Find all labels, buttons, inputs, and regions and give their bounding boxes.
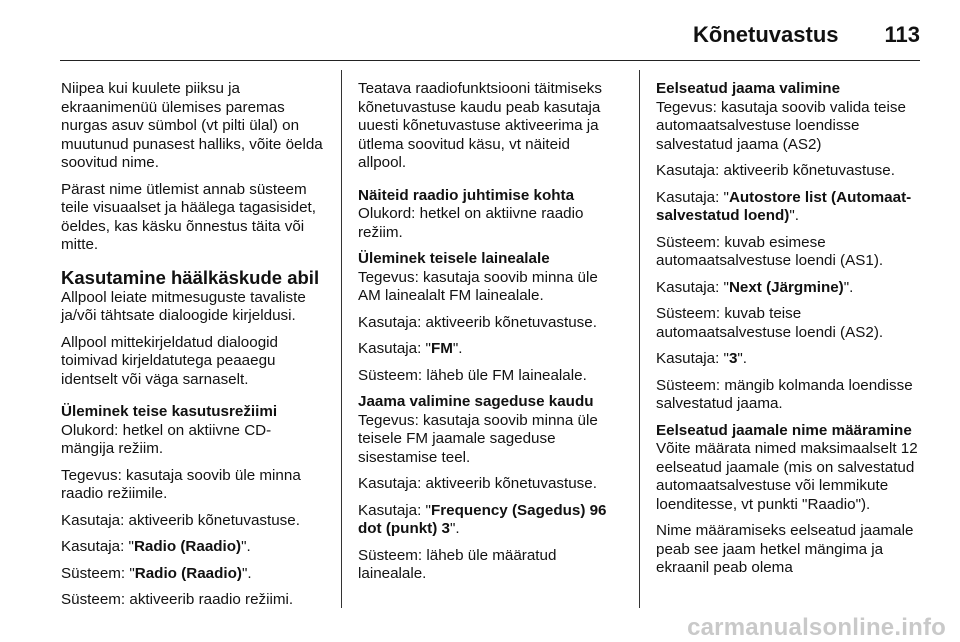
dialog-line: Kasutaja: "Radio (Raadio)".	[61, 538, 251, 555]
watermark: carmanualsonline.info	[687, 614, 946, 641]
paragraph: Võite määrata nimed maksimaalselt 12 eelseatud jaamale (mis on salvestatud automaatsalvestuse või lemmikute loenditesse, vt punkti "Raadio").	[656, 440, 918, 513]
voice-command: Frequency (Sagedus) 96 dot (punkt) 3	[358, 501, 607, 537]
subheading: Üleminek teise kasutusrežiimi	[61, 403, 278, 420]
voice-command: Radio (Raadio)	[134, 564, 242, 582]
column-1	[61, 80, 323, 618]
column-divider-1	[341, 70, 342, 608]
section-title: Kasutamine häälkäskude abil	[61, 266, 320, 288]
dialog-line: Kasutaja: "Next (Järgmine)".	[656, 278, 854, 296]
paragraph: Pärast nime ütlemist annab süsteem teile visuaalset ja häälega tagasisidet, öeldes, kas käsku õnnestus täita või mitte.	[61, 180, 316, 253]
paragraph: Kasutaja: aktiveerib kõnetuvastuse.	[61, 511, 300, 529]
paragraph: Tegevus: kasutaja soovib minna üle AM lainealalt FM lainealale.	[358, 268, 598, 304]
page-title: Kõnetuvastus	[693, 22, 839, 47]
paragraph: Süsteem: läheb üle määratud lainealale.	[358, 546, 557, 582]
header-rule	[60, 60, 920, 61]
page-header	[60, 18, 920, 52]
paragraph: Kasutaja: aktiveerib kõnetuvastuse.	[358, 313, 597, 331]
dialog-line: Kasutaja: "3".	[656, 350, 748, 367]
paragraph: Süsteem: läheb üle FM lainealale.	[358, 366, 587, 384]
paragraph: Kasutaja: aktiveerib kõnetuvastuse.	[656, 162, 895, 179]
paragraph: Tegevus: kasutaja soovib valida teise automaatsalvestuse loendisse salvestatud jaama (AS2)	[656, 98, 906, 153]
subheading: Eelseatud jaama valimine	[656, 80, 841, 97]
column-divider-2	[639, 70, 640, 608]
column-2	[358, 80, 620, 592]
paragraph: Süsteem: kuvab teise automaatsalvestuse loendi (AS2).	[656, 305, 884, 341]
subheading: Jaama valimine sageduse kaudu	[358, 393, 594, 410]
paragraph: Allpool leiate mitmesuguste tavaliste ja/või tähtsate dialoogide kirjeldusi.	[61, 288, 306, 324]
voice-command: Next (Järgmine)	[728, 278, 844, 296]
paragraph: Teatava raadiofunktsiooni täitmiseks kõnetuvastuse kaudu peab kasutaja uuesti kõnetuvastuse aktiveerima ja ütlema soovitud käsu, vt näiteid allpool.	[358, 80, 602, 171]
paragraph: Allpool mittekirjeldatud dialoogid toimivad kirjeldatutega peaaegu identselt või väga sarnaselt.	[61, 333, 278, 388]
voice-command: Radio (Raadio)	[133, 538, 242, 555]
subheading: Näiteid raadio juhtimise kohta	[358, 186, 575, 204]
subheading: Üleminek teisele lainealale	[358, 250, 550, 267]
voice-command: 3	[728, 350, 738, 367]
paragraph: Nime määramiseks eelseatud jaamale peab see jaam hetkel mängima ja ekraanil peab olema	[656, 522, 914, 576]
paragraph: Olukord: hetkel on aktiivne raadio režiim.	[358, 205, 584, 241]
dialog-line: Kasutaja: "Frequency (Sagedus) 96 dot (punkt) 3".	[358, 501, 607, 537]
paragraph: Süsteem: kuvab esimese automaatsalvestuse loendi (AS1).	[656, 233, 884, 269]
paragraph: Tegevus: kasutaja soovib üle minna raadio režiimile.	[61, 466, 301, 502]
page-number: 113	[884, 22, 920, 47]
column-3	[656, 80, 918, 586]
paragraph: Kasutaja: aktiveerib kõnetuvastuse.	[358, 475, 597, 492]
voice-command: FM	[430, 340, 453, 357]
dialog-line: Kasutaja: "Autostore list (Automaat-salvestatud loend)".	[656, 188, 912, 224]
dialog-line: Kasutaja: "FM".	[358, 340, 463, 357]
paragraph: Süsteem: aktiveerib raadio režiimi.	[61, 591, 294, 608]
paragraph: Süsteem: mängib kolmanda loendisse salvestatud jaama.	[656, 376, 913, 412]
voice-command: Autostore list (Automaat-salvestatud loend)	[656, 188, 912, 224]
paragraph: Tegevus: kasutaja soovib minna üle teisele FM jaamale sageduse sisestamise teel.	[358, 411, 598, 466]
paragraph: Olukord: hetkel on aktiivne CD-mängija režiim.	[61, 421, 272, 457]
subheading: Eelseatud jaamale nime määramine	[656, 421, 912, 439]
dialog-line: Süsteem: "Radio (Raadio)".	[61, 564, 252, 582]
paragraph: Niipea kui kuulete piiksu ja ekraanimenüü ülemises paremas nurgas asuv sümbol (vt pilti ülal) on muutunud punasest halliks, võite öelda soovitud nime.	[61, 80, 323, 171]
